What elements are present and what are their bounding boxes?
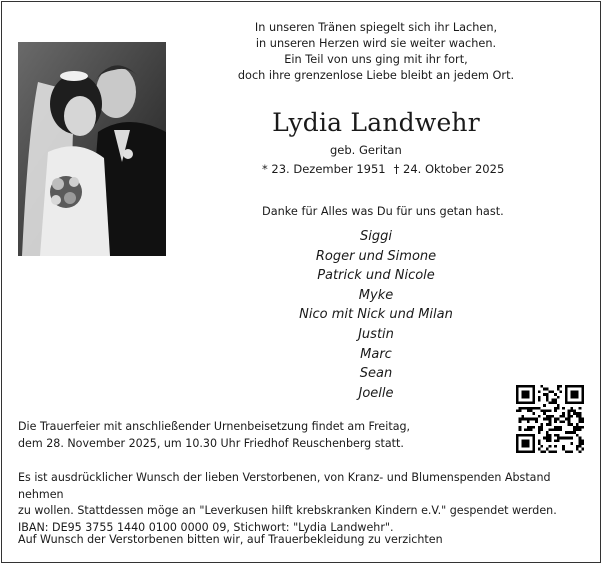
life-dates (262, 162, 504, 176)
birth-date: * 23. Dezember 1951 (262, 162, 386, 176)
maiden-name: geb. Geritan (330, 143, 402, 157)
donation-info (18, 470, 598, 536)
mourners-list (276, 227, 476, 403)
mourner-name: Joelle (358, 385, 394, 401)
poem-line: doch ihre grenzenlose Liebe bleibt an jedem Ort. (237, 69, 515, 82)
poem (214, 20, 538, 84)
donation-line: zu wollen. Stattdessen möge an "Leverkusen hilft krebskranken Kindern e.V." gespendet werden. (18, 504, 557, 517)
death-date: † 24. Oktober 2025 (393, 162, 505, 176)
mourner-name: Myke (358, 287, 394, 303)
mourner-name: Roger und Simone (315, 248, 437, 264)
qr-code[interactable] (516, 385, 584, 453)
attire-note: Auf Wunsch der Verstorbenen bitten wir, auf Trauerbekleidung zu verzichten (18, 533, 443, 546)
mourner-name: Siggi (360, 229, 392, 244)
mourner-name: Sean (359, 366, 393, 382)
funeral-line: dem 28. November 2025, um 10.30 Uhr Friedhof Reuschenberg statt. (18, 436, 404, 450)
poem-line: in unseren Herzen wird sie weiter wachen. (255, 37, 497, 50)
donation-line: IBAN: DE95 3755 1440 0100 0000 09, Stichwort: "Lydia Landwehr". (18, 520, 394, 534)
mourner-name: Justin (358, 326, 394, 342)
funeral-line: Die Trauerfeier mit anschließender Urnenbeisetzung findet am Freitag, (18, 420, 411, 433)
deceased-name: Lydia Landwehr (272, 108, 480, 137)
thanks-line: Danke für Alles was Du für uns getan hast. (262, 205, 504, 218)
donation-line: Es ist ausdrücklicher Wunsch der lieben Verstorbenen, von Kranz- und Blumenspenden Abstand nehmen (18, 471, 551, 501)
mourner-name: Nico mit Nick und Milan (299, 307, 453, 323)
mourner-name: Marc (360, 346, 392, 362)
wedding-photo (18, 42, 166, 256)
poem-line: In unseren Tränen spiegelt sich ihr Lachen, (254, 21, 498, 34)
mourner-name: Patrick und Nicole (317, 268, 435, 284)
poem-line: Ein Teil von uns ging mit ihr fort, (284, 53, 468, 66)
funeral-info (18, 419, 410, 452)
